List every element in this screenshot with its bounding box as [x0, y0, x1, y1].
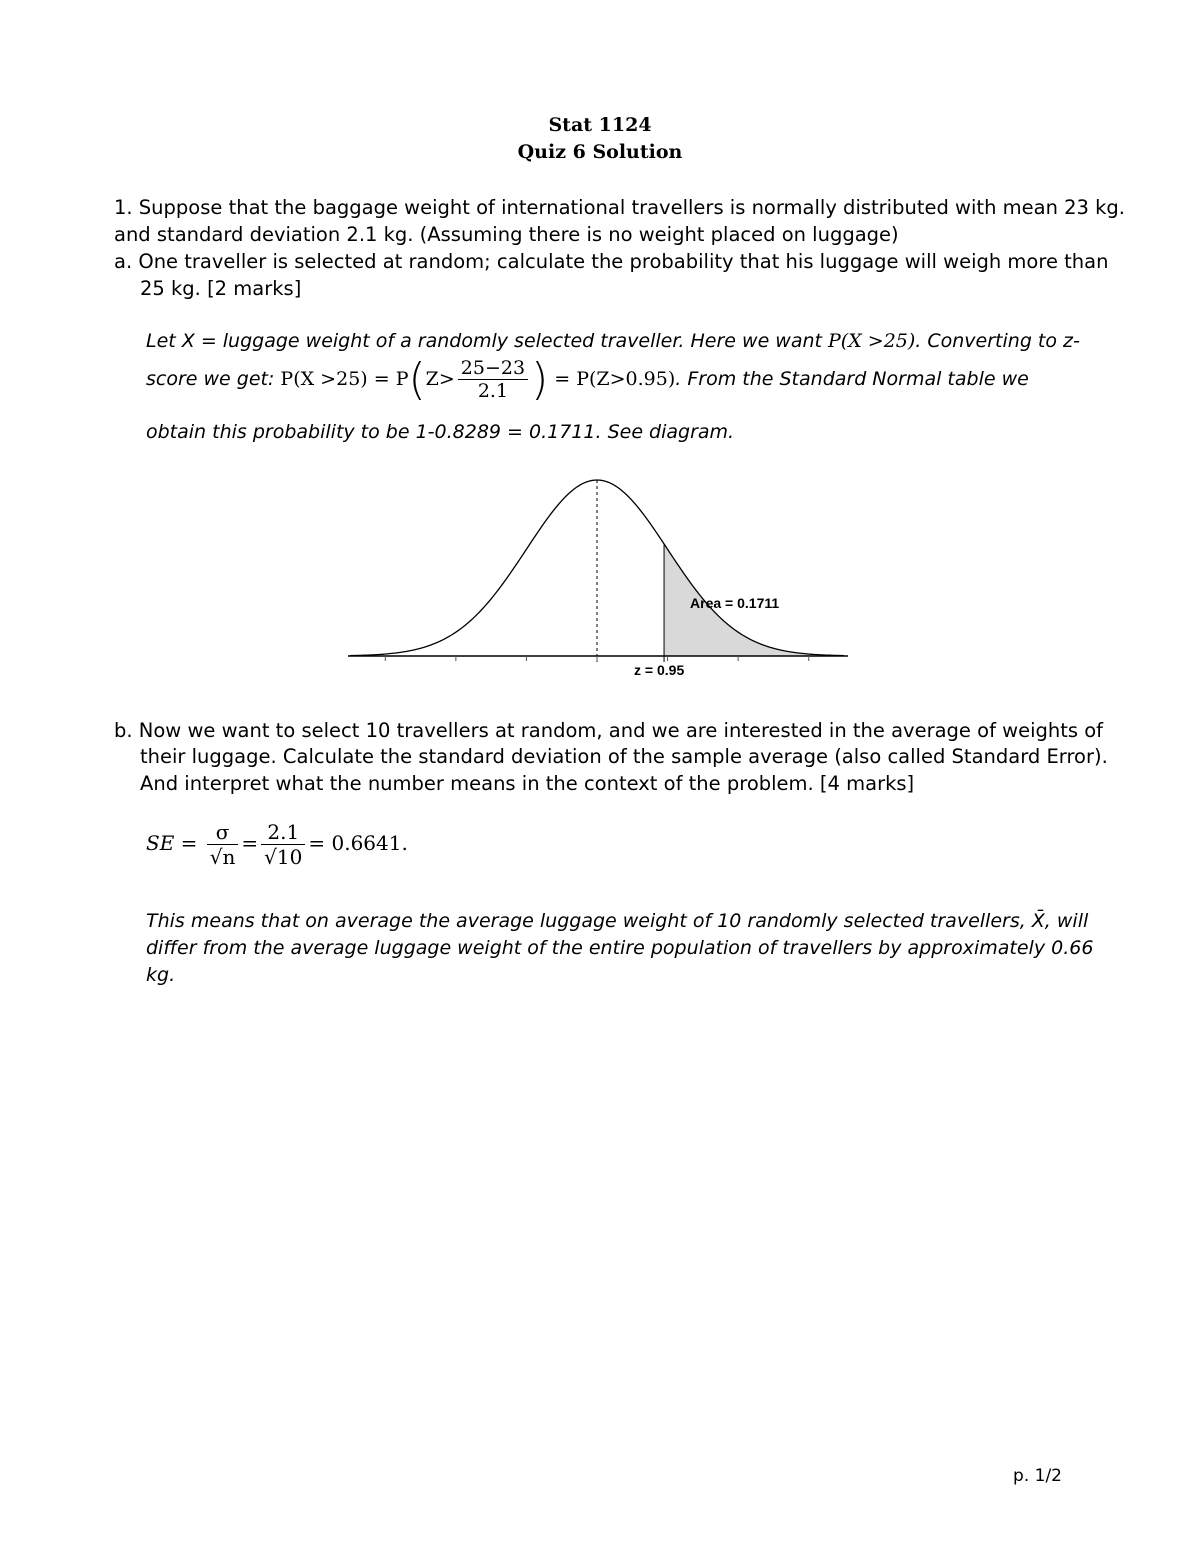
se-formula: SE = $\frac{\sigma}{√n}$ = $\frac{2.1}{√10}$ = 0.6641.: [146, 820, 408, 869]
paren-open: (: [408, 354, 426, 405]
course-title: Stat 1124: [548, 114, 652, 136]
solution-text: Let X = luggage weight of a randomly selected traveller. Here we want: [146, 330, 829, 352]
q1a-line1: a. One traveller is selected at random; calculate the probability that his luggage will weigh more than: [114, 250, 1109, 273]
se-label: SE =: [146, 831, 198, 855]
fraction-denominator: 2.1: [477, 380, 509, 402]
quiz-title: Quiz 6 Solution: [517, 141, 683, 163]
q1-line1: 1. Suppose that the baggage weight of international travellers is normally distributed with mean 23 kg.: [114, 196, 1126, 219]
interpretation-line1: This means that on average the average luggage weight of 10 randomly selected travellers, X̄, will: [146, 910, 1089, 932]
q1b-line1: b. Now we want to select 10 travellers at random, and we are interested in the average of weights of: [114, 719, 1104, 742]
solution-line1: [146, 330, 1080, 352]
z-expression: Z>: [425, 368, 455, 390]
normal-curve-chart: [348, 470, 848, 685]
q1a-line2: 25 kg. [2 marks]: [140, 277, 302, 300]
sigma-over-root-n: [207, 820, 239, 869]
q1b-line2: their luggage. Calculate the standard deviation of the sample average (also called Standard Error).: [140, 745, 1108, 768]
probability-expression: = P(Z>0.95): [548, 368, 676, 390]
page-number: p. 1/2: [1013, 1466, 1062, 1486]
solution-text: . From the Standard Normal table we: [675, 368, 1029, 390]
z-label: z = 0.95: [634, 662, 685, 678]
se-result: = 0.6641.: [308, 831, 408, 855]
z-fraction: [458, 357, 528, 402]
interpretation-line2: differ from the average luggage weight of the entire population of travellers by approximately 0.66: [146, 937, 1094, 959]
fraction-numerator: σ: [207, 820, 239, 845]
fraction-numerator: 25−23: [458, 357, 528, 380]
q1b-line3: And interpret what the number means in the context of the problem. [4 marks]: [140, 772, 915, 795]
solution-text: score we get:: [146, 368, 281, 390]
fraction-numerator: 2.1: [261, 820, 305, 845]
probability-expression: P(X >25) = P: [280, 368, 409, 390]
q1-line2: and standard deviation 2.1 kg. (Assuming there is no weight placed on luggage): [114, 223, 899, 246]
solution-line3: obtain this probability to be 1-0.8289 = 0.1711. See diagram.: [146, 421, 735, 443]
interpretation-line3: kg.: [146, 964, 176, 986]
probability-expression: P(X >25): [828, 330, 916, 352]
paren-close: ): [531, 354, 549, 405]
area-label: Area = 0.1711: [690, 595, 780, 611]
value-fraction: [261, 820, 305, 869]
solution-text: . Converting to z-: [915, 330, 1080, 352]
solution-line2: [146, 354, 1029, 405]
fraction-denominator: √10: [264, 845, 303, 869]
fraction-denominator: √n: [209, 845, 236, 869]
